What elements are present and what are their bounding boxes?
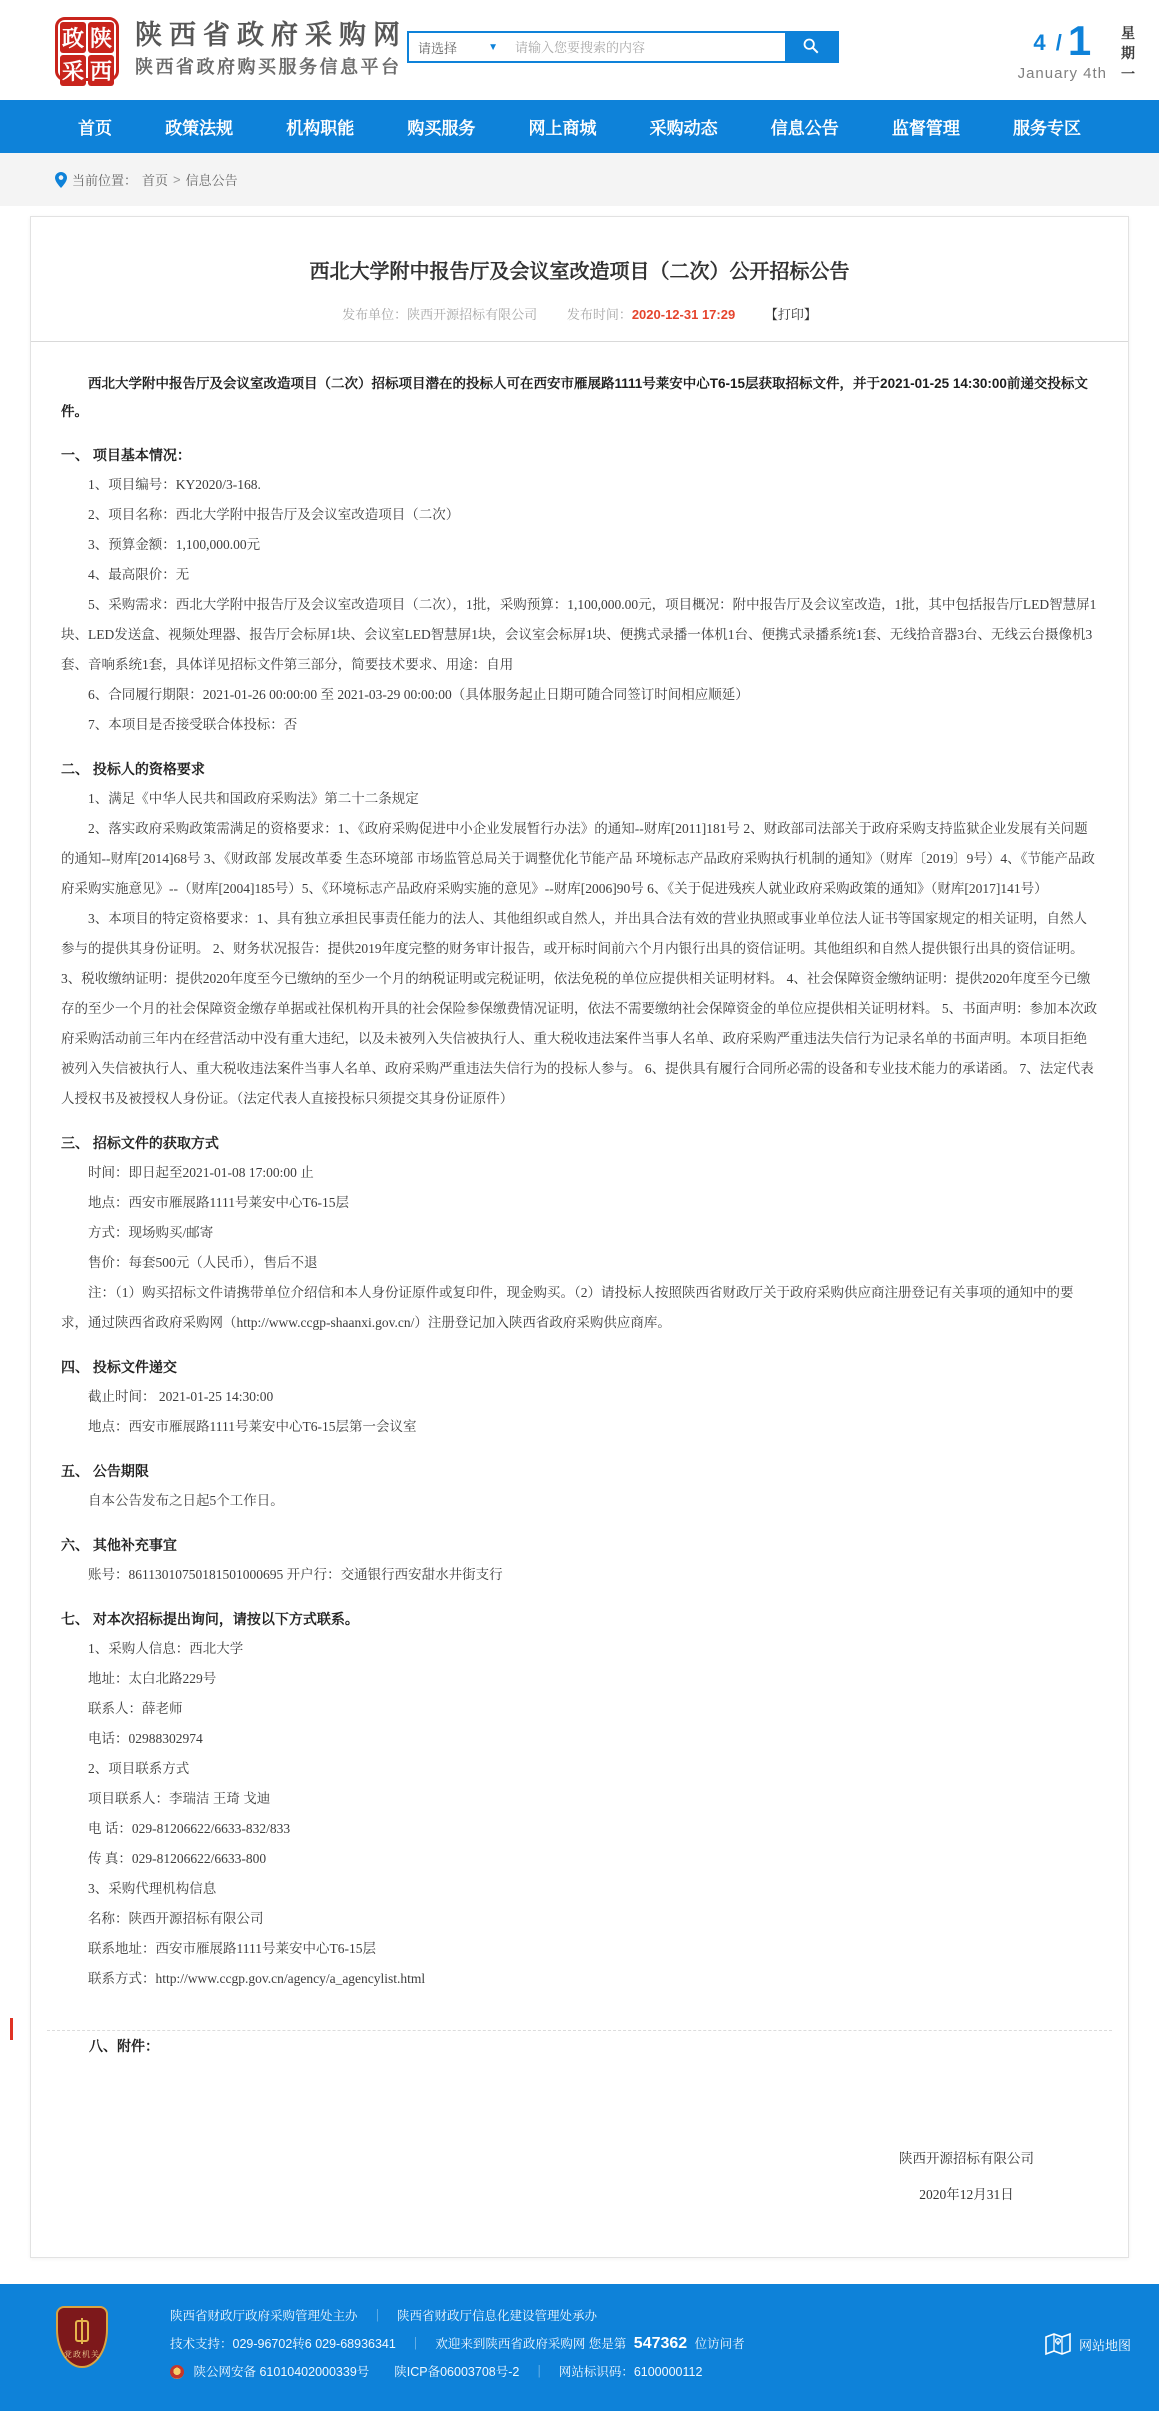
page-title: 西北大学附中报告厅及会议室改造项目（二次）公开招标公告	[309, 261, 850, 283]
search-icon	[802, 37, 820, 58]
publish-info-row	[31, 304, 1128, 323]
section-paragraph: 3、采购代理机构信息	[88, 1881, 217, 1896]
date-day: 1	[1067, 17, 1092, 64]
section-paragraph: 地点：西安市雁展路1111号莱安中心T6-15层	[88, 1195, 349, 1210]
signature-company: 陕西开源招标有限公司	[899, 2151, 1034, 2166]
section-heading: 六、 其他补充事宜	[61, 1537, 177, 1553]
section-paragraph: 4、最高限价：无	[88, 567, 190, 582]
section-paragraph: 2、落实政府采购政策需满足的资格要求：1、《政府采购促进中小企业发展暂行办法》的通知--财库[2011]181号 2、财政部司法部关于政府采购支持监狱企业发展有关问题的通知--财库[2014]68号 3、《财政部 发展改革委 生态环境部 市场监管总局关于调整优化节能产品 环境标志产品政府采购执行机制的通知》（财库〔2019〕9号）4、《节能产品政府采购实施意见》--（财库[2004]185号）5、《环境标志产品政府采购实施的意见》--财库[2006]90号 6、《关于促进残疾人就业政府采购政策的通知》（财库[2017]141号）	[61, 821, 1095, 896]
search-select-label: 请选择	[418, 40, 458, 56]
section-heading: 一、 项目基本情况：	[61, 447, 191, 463]
section-paragraph: 地址：太白北路229号	[88, 1671, 217, 1686]
date-weekday: 星 期 一	[1121, 25, 1135, 82]
announcement-card	[30, 216, 1129, 2258]
visitor-count: 547362	[633, 2335, 688, 2352]
site-subtitle: 陕西省政府购买服务信息平台	[135, 56, 402, 77]
shield-label: 党政机关	[64, 2350, 100, 2359]
section-heading: 四、 投标文件递交	[61, 1359, 177, 1375]
article-body	[31, 342, 1128, 2213]
nav-item-2[interactable]: 机构职能	[286, 119, 355, 138]
site-footer	[0, 2284, 1159, 2411]
section-paragraph: 联系方式：http://www.ccgp.gov.cn/agency/a_agencylist.html	[88, 1971, 426, 1986]
date-month-en: January	[1017, 65, 1078, 82]
breadcrumb-home-link[interactable]: 首页	[142, 173, 169, 188]
section-paragraph: 自本公告发布之日起5个工作日。	[88, 1493, 284, 1508]
publish-time-value: 2020-12-31 17:29	[631, 307, 736, 322]
section-paragraph: 时间：即日起至2021-01-08 17:00:00 止	[88, 1165, 314, 1180]
government-shield-icon	[56, 2306, 108, 2368]
attachment-heading: 八、附件：	[89, 2038, 159, 2054]
section-paragraph: 1、采购人信息：西北大学	[88, 1641, 244, 1656]
search-input[interactable]	[507, 33, 785, 61]
footer-tech-support: 技术支持：029-96702转6 029-68936341	[170, 2337, 396, 2351]
sitemap-label: 网站地图	[1078, 2337, 1131, 2353]
footer-separator: ｜	[409, 2337, 422, 2351]
footer-separator: ｜	[532, 2365, 546, 2379]
footer-police-record: 陕公网安备 61010402000339号	[193, 2365, 370, 2379]
footer-line-support	[170, 2330, 745, 2358]
site-logo	[55, 17, 407, 84]
article-intro: 西北大学附中报告厅及会议室改造项目（二次）招标项目潜在的投标人可在西安市雁展路1111号莱安中心T6-15层获取招标文件，并于2021-01-25 14:30:00前递交投标文件。	[61, 376, 1088, 419]
site-title: 陕西省政府采购网	[135, 20, 407, 51]
red-edge-marker	[10, 2018, 13, 2040]
section-paragraph: 注：（1）购买招标文件请携带单位介绍信和本人身份证原件或复印件，现金购买。（2）请投标人按照陕西省财政厅关于政府采购供应商注册登记有关事项的通知中的要求，通过陕西省政府采购网（http://www.ccgp-shaanxi.gov.cn/）注册登记加入陕西省政府采购供应商库。	[61, 1285, 1074, 1330]
seal-logo-icon: 政 陕 采 西	[55, 17, 119, 81]
date-day-en: 4th	[1083, 65, 1107, 82]
footer-visitor-suffix: 位访问者	[694, 2337, 745, 2351]
location-pin-icon	[55, 172, 67, 188]
site-header	[0, 0, 1159, 100]
section-heading: 二、 投标人的资格要求	[61, 761, 205, 777]
date-month: 4 /	[1033, 30, 1064, 55]
section-paragraph: 3、预算金额：1,100,000.00元	[88, 537, 261, 552]
section-paragraph: 联系人：薛老师	[88, 1701, 183, 1716]
section-heading: 七、 对本次招标提出询问，请按以下方式联系。	[61, 1611, 359, 1627]
footer-separator: ｜	[371, 2309, 384, 2323]
publisher-name: 陕西开源招标有限公司	[407, 307, 538, 322]
breadcrumb-label: 当前位置：	[72, 173, 138, 188]
nav-item-8[interactable]: 服务专区	[1013, 119, 1081, 138]
date-widget	[1017, 17, 1135, 84]
section-paragraph: 5、采购需求：西北大学附中报告厅及会议室改造项目（二次），1批，采购预算：1,100,000.00元，项目概况：附中报告厅及会议室改造，1批，其中包括报告厅LED智慧屏1块、LED发送盒、视频处理器、报告厅会标屏1块、会议室LED智慧屏1块，会议室会标屏1块、便携式录播一体机1台、便携式录播系统1套、无线拾音器3台、无线云台摄像机3套、音响系统1套，具体详见招标文件第三部分，简要技术要求、用途：自用	[61, 597, 1097, 672]
breadcrumb-separator: >	[173, 172, 181, 187]
section-paragraph: 名称：陕西开源招标有限公司	[88, 1911, 264, 1926]
signature-block	[899, 2141, 1034, 2213]
footer-line-registration	[170, 2358, 745, 2386]
sitemap-icon	[1045, 2332, 1071, 2356]
section-paragraph: 截止时间： 2021-01-25 14:30:00	[88, 1389, 274, 1404]
section-paragraph: 3、本项目的特定资格要求：1、具有独立承担民事责任能力的法人、其他组织或自然人，并出具合法有效的营业执照或事业单位法人证书等国家规定的相关证明，自然人参与的提供其身份证明。 2、财务状况报告：提供2019年度完整的财务审计报告，或开标时间前六个月内银行出具的资信证明。其他组织和自然人提供银行出具的资信证明。 3、税收缴纳证明：提供2020年度至今已缴纳的至少一个月的纳税证明或完税证明，依法免税的单位应提供相关证明材料。 4、社会保障资金缴纳证明：提供2020年度至今已缴存的至少一个月的社会保障资金缴存单据或社保机构开具的社会保险参保缴费情况证明，依法不需要缴纳社会保障资金的单位应提供相关证明材料。 5、书面声明：参加本次政府采购活动前三年内在经营活动中没有重大违纪，以及未被列入失信被执行人、重大税收违法案件当事人名单、政府采购严重违法失信行为记录名单的书面声明。本项目拒绝被列入失信被执行人、重大税收违法案件当事人名单、政府采购严重违法失信行为的投标人参与。 6、提供具有履行合同所必需的设备和专业技术能力的承诺函。 7、法定代表人授权书及被授权人身份证。（法定代表人直接投标只须提交其身份证原件）	[61, 911, 1098, 1106]
breadcrumb	[0, 153, 1159, 206]
police-badge-icon	[170, 2365, 184, 2379]
print-button[interactable]: 【打印】	[764, 307, 817, 322]
section-paragraph: 1、项目编号：KY2020/3-168.	[88, 477, 261, 492]
nav-item-4[interactable]: 网上商城	[528, 119, 597, 138]
signature-date: 2020年12月31日	[919, 2187, 1014, 2202]
section-paragraph: 联系地址：西安市雁展路1111号莱安中心T6-15层	[88, 1941, 376, 1956]
main-nav	[0, 100, 1159, 153]
search-button[interactable]	[785, 33, 837, 61]
nav-item-3[interactable]: 购买服务	[407, 119, 476, 138]
publish-time-label: 发布时间：	[566, 307, 632, 322]
section-paragraph: 传 真：029-81206622/6633-800	[88, 1851, 267, 1866]
search-box	[407, 31, 839, 63]
nav-item-7[interactable]: 监督管理	[891, 119, 960, 138]
section-paragraph: 2、项目联系方式	[88, 1761, 190, 1776]
nav-item-1[interactable]: 政策法规	[165, 119, 234, 138]
breadcrumb-current[interactable]: 信息公告	[185, 173, 238, 188]
section-paragraph: 2、项目名称：西北大学附中报告厅及会议室改造项目（二次）	[88, 507, 460, 522]
footer-host: 陕西省财政厅政府采购管理处主办	[170, 2309, 358, 2323]
section-paragraph: 6、合同履行期限：2021-01-26 00:00:00 至 2021-03-29 00:00:00（具体服务起止日期可随合同签订时间相应顺延）	[88, 687, 749, 702]
section-paragraph: 7、本项目是否接受联合体投标：否	[88, 717, 298, 732]
search-category-select[interactable]	[409, 33, 507, 61]
footer-organizer: 陕西省财政厅信息化建设管理处承办	[397, 2309, 598, 2323]
section-paragraph: 方式：现场购买/邮寄	[88, 1225, 214, 1240]
footer-site-code: 网站标识码：6100000112	[558, 2365, 703, 2379]
chevron-down-icon: ▼	[488, 41, 498, 53]
section-paragraph: 1、满足《中华人民共和国政府采购法》第二十二条规定	[88, 791, 419, 806]
footer-welcome: 欢迎来到陕西省政府采购网 您是第	[435, 2337, 627, 2351]
publisher-label: 发布单位：	[342, 307, 408, 322]
sitemap-link[interactable]	[1045, 2332, 1131, 2356]
nav-item-6[interactable]: 信息公告	[770, 119, 839, 138]
content-area	[0, 206, 1159, 2284]
footer-line-hosts	[170, 2302, 745, 2330]
section-heading: 三、 招标文件的获取方式	[61, 1135, 219, 1151]
footer-icp: 陕ICP备06003708号-2	[394, 2365, 520, 2379]
section-paragraph: 电 话：029-81206622/6633-832/833	[88, 1821, 291, 1836]
nav-item-0[interactable]: 首页	[78, 119, 112, 138]
section-paragraph: 售价：每套500元（人民币），售后不退	[88, 1255, 318, 1270]
section-heading: 五、 公告期限	[61, 1463, 149, 1479]
section-paragraph: 地点：西安市雁展路1111号莱安中心T6-15层第一会议室	[88, 1419, 417, 1434]
section-paragraph: 电话：02988302974	[88, 1731, 203, 1746]
nav-item-5[interactable]: 采购动态	[649, 119, 718, 138]
section-paragraph: 账号：86113010750181501000695 开户行：交通银行西安甜水井街支行	[88, 1567, 503, 1582]
section-paragraph: 项目联系人：李瑞洁 王琦 戈迪	[88, 1791, 271, 1806]
